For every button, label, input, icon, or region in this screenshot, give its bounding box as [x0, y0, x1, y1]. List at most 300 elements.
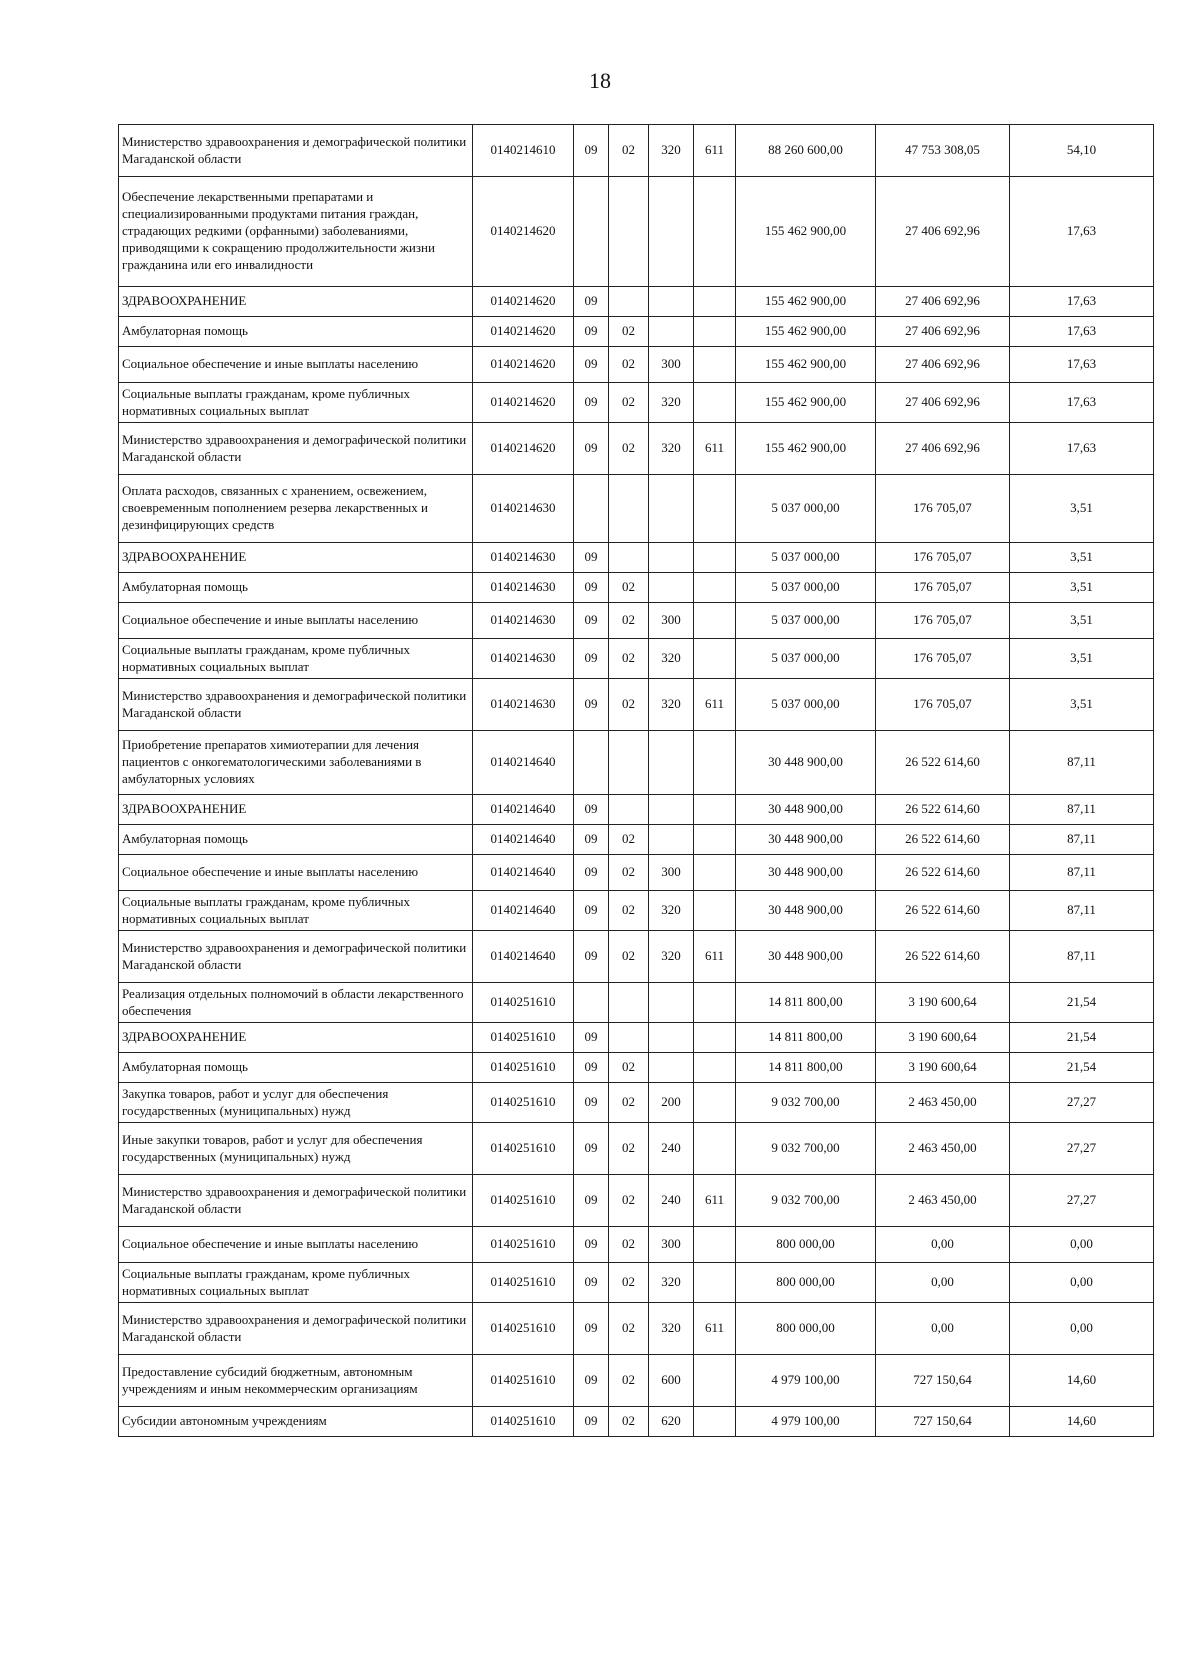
row-code: 0140214630: [473, 603, 574, 639]
row-expense-type: 300: [649, 603, 694, 639]
row-department: [694, 287, 736, 317]
row-subsection: 02: [609, 1355, 649, 1407]
row-department: 611: [694, 125, 736, 177]
row-section: 09: [574, 287, 609, 317]
table-row: [119, 795, 1154, 825]
row-percent: 0,00: [1010, 1303, 1154, 1355]
row-subsection: 02: [609, 1407, 649, 1437]
row-code: 0140214630: [473, 543, 574, 573]
row-planned-amount: 800 000,00: [736, 1227, 876, 1263]
table-row: [119, 347, 1154, 383]
row-name: Министерство здравоохранения и демографической политики Магаданской области: [119, 679, 473, 731]
row-department: 611: [694, 1175, 736, 1227]
row-subsection: 02: [609, 1083, 649, 1123]
table-row: [119, 475, 1154, 543]
row-expense-type: [649, 825, 694, 855]
row-planned-amount: 155 462 900,00: [736, 423, 876, 475]
row-name: Приобретение препаратов химиотерапии для лечения пациентов с онкогематологическими заболеваниями в амбулаторных условиях: [119, 731, 473, 795]
row-expense-type: [649, 983, 694, 1023]
row-executed-amount: 0,00: [876, 1263, 1010, 1303]
row-percent: 3,51: [1010, 475, 1154, 543]
row-code: 0140214620: [473, 347, 574, 383]
row-planned-amount: 30 448 900,00: [736, 795, 876, 825]
row-department: 611: [694, 1303, 736, 1355]
row-code: 0140214630: [473, 679, 574, 731]
row-section: 09: [574, 347, 609, 383]
row-code: 0140214640: [473, 855, 574, 891]
row-executed-amount: 27 406 692,96: [876, 347, 1010, 383]
row-expense-type: [649, 795, 694, 825]
row-planned-amount: 155 462 900,00: [736, 317, 876, 347]
row-code: 0140251610: [473, 1407, 574, 1437]
row-department: [694, 1023, 736, 1053]
row-section: [574, 475, 609, 543]
row-expense-type: 620: [649, 1407, 694, 1437]
row-name: Министерство здравоохранения и демографической политики Магаданской области: [119, 125, 473, 177]
row-section: 09: [574, 855, 609, 891]
row-percent: 14,60: [1010, 1407, 1154, 1437]
row-section: 09: [574, 1355, 609, 1407]
row-code: 0140251610: [473, 1355, 574, 1407]
row-name: Амбулаторная помощь: [119, 317, 473, 347]
row-executed-amount: 176 705,07: [876, 543, 1010, 573]
row-department: [694, 891, 736, 931]
table-row: [119, 1263, 1154, 1303]
row-department: [694, 825, 736, 855]
row-department: [694, 543, 736, 573]
row-subsection: 02: [609, 679, 649, 731]
row-subsection: [609, 543, 649, 573]
row-section: 09: [574, 931, 609, 983]
row-executed-amount: 27 406 692,96: [876, 177, 1010, 287]
row-planned-amount: 5 037 000,00: [736, 475, 876, 543]
row-name: Министерство здравоохранения и демографической политики Магаданской области: [119, 423, 473, 475]
row-subsection: 02: [609, 1303, 649, 1355]
row-executed-amount: 2 463 450,00: [876, 1123, 1010, 1175]
row-subsection: 02: [609, 855, 649, 891]
row-code: 0140214610: [473, 125, 574, 177]
row-expense-type: 600: [649, 1355, 694, 1407]
row-executed-amount: 27 406 692,96: [876, 423, 1010, 475]
row-code: 0140214640: [473, 795, 574, 825]
row-subsection: 02: [609, 1175, 649, 1227]
table-row: [119, 1355, 1154, 1407]
row-expense-type: 200: [649, 1083, 694, 1123]
row-subsection: [609, 795, 649, 825]
row-code: 0140214620: [473, 423, 574, 475]
row-section: 09: [574, 1123, 609, 1175]
row-subsection: 02: [609, 931, 649, 983]
row-code: 0140214640: [473, 931, 574, 983]
row-executed-amount: 176 705,07: [876, 475, 1010, 543]
row-name: Социальное обеспечение и иные выплаты населению: [119, 855, 473, 891]
row-executed-amount: 47 753 308,05: [876, 125, 1010, 177]
row-section: 09: [574, 1303, 609, 1355]
row-executed-amount: 727 150,64: [876, 1407, 1010, 1437]
row-planned-amount: 14 811 800,00: [736, 1023, 876, 1053]
row-percent: 21,54: [1010, 1023, 1154, 1053]
table-row: [119, 423, 1154, 475]
row-executed-amount: 26 522 614,60: [876, 891, 1010, 931]
row-department: [694, 731, 736, 795]
row-executed-amount: 3 190 600,64: [876, 983, 1010, 1023]
row-expense-type: 320: [649, 423, 694, 475]
row-planned-amount: 14 811 800,00: [736, 1053, 876, 1083]
row-executed-amount: 27 406 692,96: [876, 383, 1010, 423]
row-percent: 17,63: [1010, 287, 1154, 317]
row-executed-amount: 0,00: [876, 1227, 1010, 1263]
table-row: [119, 679, 1154, 731]
row-code: 0140214620: [473, 383, 574, 423]
row-executed-amount: 26 522 614,60: [876, 931, 1010, 983]
row-percent: 3,51: [1010, 679, 1154, 731]
row-name: Социальное обеспечение и иные выплаты населению: [119, 347, 473, 383]
row-percent: 87,11: [1010, 855, 1154, 891]
row-name: Социальные выплаты гражданам, кроме публичных нормативных социальных выплат: [119, 383, 473, 423]
row-name: Министерство здравоохранения и демографической политики Магаданской области: [119, 1303, 473, 1355]
row-expense-type: [649, 543, 694, 573]
table-row: [119, 1083, 1154, 1123]
row-executed-amount: 176 705,07: [876, 639, 1010, 679]
row-executed-amount: 176 705,07: [876, 679, 1010, 731]
row-subsection: 02: [609, 825, 649, 855]
table-row: [119, 1053, 1154, 1083]
budget-table: [118, 124, 1154, 1437]
row-subsection: 02: [609, 1227, 649, 1263]
row-section: 09: [574, 1053, 609, 1083]
row-department: 611: [694, 423, 736, 475]
row-name: Закупка товаров, работ и услуг для обеспечения государственных (муниципальных) нужд: [119, 1083, 473, 1123]
row-percent: 14,60: [1010, 1355, 1154, 1407]
row-department: [694, 855, 736, 891]
row-percent: 87,11: [1010, 825, 1154, 855]
row-planned-amount: 155 462 900,00: [736, 347, 876, 383]
row-expense-type: 320: [649, 1263, 694, 1303]
row-code: 0140251610: [473, 1175, 574, 1227]
row-percent: 0,00: [1010, 1263, 1154, 1303]
row-planned-amount: 30 448 900,00: [736, 825, 876, 855]
row-name: Амбулаторная помощь: [119, 1053, 473, 1083]
row-planned-amount: 155 462 900,00: [736, 177, 876, 287]
row-section: 09: [574, 603, 609, 639]
row-section: 09: [574, 1083, 609, 1123]
row-expense-type: [649, 475, 694, 543]
row-name: Социальное обеспечение и иные выплаты населению: [119, 1227, 473, 1263]
table-row: [119, 983, 1154, 1023]
row-planned-amount: 9 032 700,00: [736, 1175, 876, 1227]
row-name: Социальное обеспечение и иные выплаты населению: [119, 603, 473, 639]
table-row: [119, 573, 1154, 603]
row-section: 09: [574, 825, 609, 855]
row-department: [694, 603, 736, 639]
row-section: 09: [574, 891, 609, 931]
row-expense-type: 320: [649, 125, 694, 177]
row-percent: 87,11: [1010, 891, 1154, 931]
table-row: [119, 383, 1154, 423]
row-percent: 21,54: [1010, 1053, 1154, 1083]
row-section: 09: [574, 795, 609, 825]
page-number: 18: [589, 68, 611, 93]
row-section: 09: [574, 1023, 609, 1053]
row-expense-type: 320: [649, 383, 694, 423]
row-code: 0140251610: [473, 1303, 574, 1355]
row-section: 09: [574, 639, 609, 679]
row-code: 0140214640: [473, 825, 574, 855]
row-section: [574, 177, 609, 287]
row-name: Социальные выплаты гражданам, кроме публичных нормативных социальных выплат: [119, 891, 473, 931]
row-subsection: [609, 475, 649, 543]
row-code: 0140214630: [473, 475, 574, 543]
row-percent: 17,63: [1010, 423, 1154, 475]
row-planned-amount: 4 979 100,00: [736, 1355, 876, 1407]
row-expense-type: 320: [649, 1303, 694, 1355]
table-row: [119, 1023, 1154, 1053]
row-percent: 0,00: [1010, 1227, 1154, 1263]
table-row: [119, 639, 1154, 679]
row-expense-type: [649, 731, 694, 795]
row-expense-type: [649, 573, 694, 603]
row-code: 0140214620: [473, 317, 574, 347]
row-executed-amount: 3 190 600,64: [876, 1023, 1010, 1053]
row-code: 0140214620: [473, 287, 574, 317]
row-planned-amount: 9 032 700,00: [736, 1083, 876, 1123]
row-executed-amount: 26 522 614,60: [876, 825, 1010, 855]
row-subsection: [609, 983, 649, 1023]
row-expense-type: 320: [649, 891, 694, 931]
row-planned-amount: 30 448 900,00: [736, 855, 876, 891]
table-row: [119, 931, 1154, 983]
row-department: [694, 1227, 736, 1263]
row-subsection: [609, 287, 649, 317]
row-name: Реализация отдельных полномочий в области лекарственного обеспечения: [119, 983, 473, 1023]
row-percent: 3,51: [1010, 603, 1154, 639]
row-planned-amount: 155 462 900,00: [736, 287, 876, 317]
row-department: [694, 177, 736, 287]
row-planned-amount: 88 260 600,00: [736, 125, 876, 177]
row-planned-amount: 5 037 000,00: [736, 573, 876, 603]
row-subsection: 02: [609, 383, 649, 423]
row-executed-amount: 26 522 614,60: [876, 795, 1010, 825]
row-subsection: 02: [609, 347, 649, 383]
row-section: 09: [574, 543, 609, 573]
row-name: Обеспечение лекарственными препаратами и специализированными продуктами питания граждан, страдающих редкими (орфанными) заболеваниями, приводящими к сокращению продолжительности жизни гражданина или его инвалидности: [119, 177, 473, 287]
row-department: [694, 1123, 736, 1175]
row-executed-amount: 26 522 614,60: [876, 855, 1010, 891]
row-planned-amount: 30 448 900,00: [736, 891, 876, 931]
row-percent: 87,11: [1010, 731, 1154, 795]
row-name: Социальные выплаты гражданам, кроме публичных нормативных социальных выплат: [119, 1263, 473, 1303]
table-row: [119, 1175, 1154, 1227]
row-executed-amount: 176 705,07: [876, 573, 1010, 603]
row-percent: 3,51: [1010, 543, 1154, 573]
row-section: 09: [574, 1227, 609, 1263]
table-row: [119, 1407, 1154, 1437]
row-planned-amount: 4 979 100,00: [736, 1407, 876, 1437]
row-department: [694, 383, 736, 423]
row-subsection: 02: [609, 1123, 649, 1175]
row-executed-amount: 727 150,64: [876, 1355, 1010, 1407]
row-percent: 17,63: [1010, 383, 1154, 423]
row-department: [694, 1053, 736, 1083]
row-code: 0140251610: [473, 1023, 574, 1053]
row-subsection: 02: [609, 891, 649, 931]
row-percent: 17,63: [1010, 177, 1154, 287]
table-row: [119, 891, 1154, 931]
row-section: 09: [574, 1407, 609, 1437]
row-code: 0140214630: [473, 573, 574, 603]
row-subsection: 02: [609, 603, 649, 639]
row-department: [694, 1263, 736, 1303]
row-expense-type: 300: [649, 1227, 694, 1263]
row-percent: 54,10: [1010, 125, 1154, 177]
row-percent: 17,63: [1010, 317, 1154, 347]
row-code: 0140214640: [473, 731, 574, 795]
row-section: [574, 983, 609, 1023]
row-department: [694, 1355, 736, 1407]
row-expense-type: [649, 1053, 694, 1083]
row-executed-amount: 26 522 614,60: [876, 731, 1010, 795]
row-section: 09: [574, 317, 609, 347]
row-expense-type: [649, 317, 694, 347]
row-executed-amount: 3 190 600,64: [876, 1053, 1010, 1083]
row-section: 09: [574, 679, 609, 731]
row-planned-amount: 800 000,00: [736, 1263, 876, 1303]
row-planned-amount: 9 032 700,00: [736, 1123, 876, 1175]
row-planned-amount: 5 037 000,00: [736, 679, 876, 731]
row-percent: 27,27: [1010, 1083, 1154, 1123]
row-department: [694, 317, 736, 347]
row-expense-type: 300: [649, 347, 694, 383]
row-percent: 17,63: [1010, 347, 1154, 383]
table-row: [119, 731, 1154, 795]
row-executed-amount: 27 406 692,96: [876, 317, 1010, 347]
row-name: Министерство здравоохранения и демографической политики Магаданской области: [119, 1175, 473, 1227]
table-row: [119, 287, 1154, 317]
row-executed-amount: 176 705,07: [876, 603, 1010, 639]
table-row: [119, 1227, 1154, 1263]
row-executed-amount: 2 463 450,00: [876, 1175, 1010, 1227]
row-code: 0140251610: [473, 983, 574, 1023]
row-code: 0140214630: [473, 639, 574, 679]
row-planned-amount: 5 037 000,00: [736, 543, 876, 573]
row-department: 611: [694, 679, 736, 731]
row-department: [694, 1083, 736, 1123]
row-subsection: 02: [609, 1053, 649, 1083]
row-percent: 87,11: [1010, 795, 1154, 825]
row-name: Амбулаторная помощь: [119, 825, 473, 855]
row-section: 09: [574, 1263, 609, 1303]
row-code: 0140251610: [473, 1263, 574, 1303]
row-name: Иные закупки товаров, работ и услуг для обеспечения государственных (муниципальных) нужд: [119, 1123, 473, 1175]
row-percent: 21,54: [1010, 983, 1154, 1023]
row-expense-type: [649, 177, 694, 287]
row-planned-amount: 155 462 900,00: [736, 383, 876, 423]
row-section: 09: [574, 383, 609, 423]
row-subsection: [609, 731, 649, 795]
row-name: Субсидии автономным учреждениям: [119, 1407, 473, 1437]
row-name: ЗДРАВООХРАНЕНИЕ: [119, 543, 473, 573]
row-planned-amount: 5 037 000,00: [736, 603, 876, 639]
row-section: 09: [574, 1175, 609, 1227]
row-executed-amount: 27 406 692,96: [876, 287, 1010, 317]
row-executed-amount: 0,00: [876, 1303, 1010, 1355]
row-name: ЗДРАВООХРАНЕНИЕ: [119, 795, 473, 825]
table-row: [119, 1303, 1154, 1355]
row-expense-type: 320: [649, 931, 694, 983]
row-section: 09: [574, 423, 609, 475]
table-row: [119, 603, 1154, 639]
row-department: [694, 573, 736, 603]
row-subsection: [609, 177, 649, 287]
row-expense-type: [649, 1023, 694, 1053]
row-department: [694, 347, 736, 383]
row-percent: 87,11: [1010, 931, 1154, 983]
row-name: Предоставление субсидий бюджетным, автономным учреждениям и иным некоммерческим организациям: [119, 1355, 473, 1407]
row-department: [694, 795, 736, 825]
row-planned-amount: 5 037 000,00: [736, 639, 876, 679]
row-name: Оплата расходов, связанных с хранением, освежением, своевременным пополнением резерва лекарственных и дезинфицирующих средств: [119, 475, 473, 543]
row-name: ЗДРАВООХРАНЕНИЕ: [119, 287, 473, 317]
row-name: Социальные выплаты гражданам, кроме публичных нормативных социальных выплат: [119, 639, 473, 679]
row-code: 0140251610: [473, 1227, 574, 1263]
row-department: [694, 1407, 736, 1437]
row-department: 611: [694, 931, 736, 983]
row-planned-amount: 14 811 800,00: [736, 983, 876, 1023]
row-expense-type: 320: [649, 679, 694, 731]
row-name: ЗДРАВООХРАНЕНИЕ: [119, 1023, 473, 1053]
row-department: [694, 639, 736, 679]
row-planned-amount: 800 000,00: [736, 1303, 876, 1355]
row-planned-amount: 30 448 900,00: [736, 731, 876, 795]
table-row: [119, 855, 1154, 891]
table-row: [119, 1123, 1154, 1175]
table-row: [119, 825, 1154, 855]
row-subsection: [609, 1023, 649, 1053]
row-executed-amount: 2 463 450,00: [876, 1083, 1010, 1123]
row-planned-amount: 30 448 900,00: [736, 931, 876, 983]
row-percent: 27,27: [1010, 1123, 1154, 1175]
row-code: 0140251610: [473, 1123, 574, 1175]
table-row: [119, 177, 1154, 287]
row-subsection: 02: [609, 317, 649, 347]
row-subsection: 02: [609, 573, 649, 603]
row-percent: 3,51: [1010, 639, 1154, 679]
row-code: 0140251610: [473, 1083, 574, 1123]
row-expense-type: 240: [649, 1175, 694, 1227]
row-code: 0140214640: [473, 891, 574, 931]
table-row: [119, 543, 1154, 573]
row-expense-type: [649, 287, 694, 317]
row-department: [694, 475, 736, 543]
row-subsection: 02: [609, 639, 649, 679]
row-code: 0140214620: [473, 177, 574, 287]
row-subsection: 02: [609, 423, 649, 475]
row-section: [574, 731, 609, 795]
row-subsection: 02: [609, 125, 649, 177]
row-name: Амбулаторная помощь: [119, 573, 473, 603]
row-expense-type: 240: [649, 1123, 694, 1175]
row-section: 09: [574, 125, 609, 177]
row-code: 0140251610: [473, 1053, 574, 1083]
table-row: [119, 317, 1154, 347]
row-expense-type: 320: [649, 639, 694, 679]
table-row: [119, 125, 1154, 177]
row-name: Министерство здравоохранения и демографической политики Магаданской области: [119, 931, 473, 983]
row-percent: 3,51: [1010, 573, 1154, 603]
row-department: [694, 983, 736, 1023]
table-body: [119, 125, 1154, 1437]
row-expense-type: 300: [649, 855, 694, 891]
